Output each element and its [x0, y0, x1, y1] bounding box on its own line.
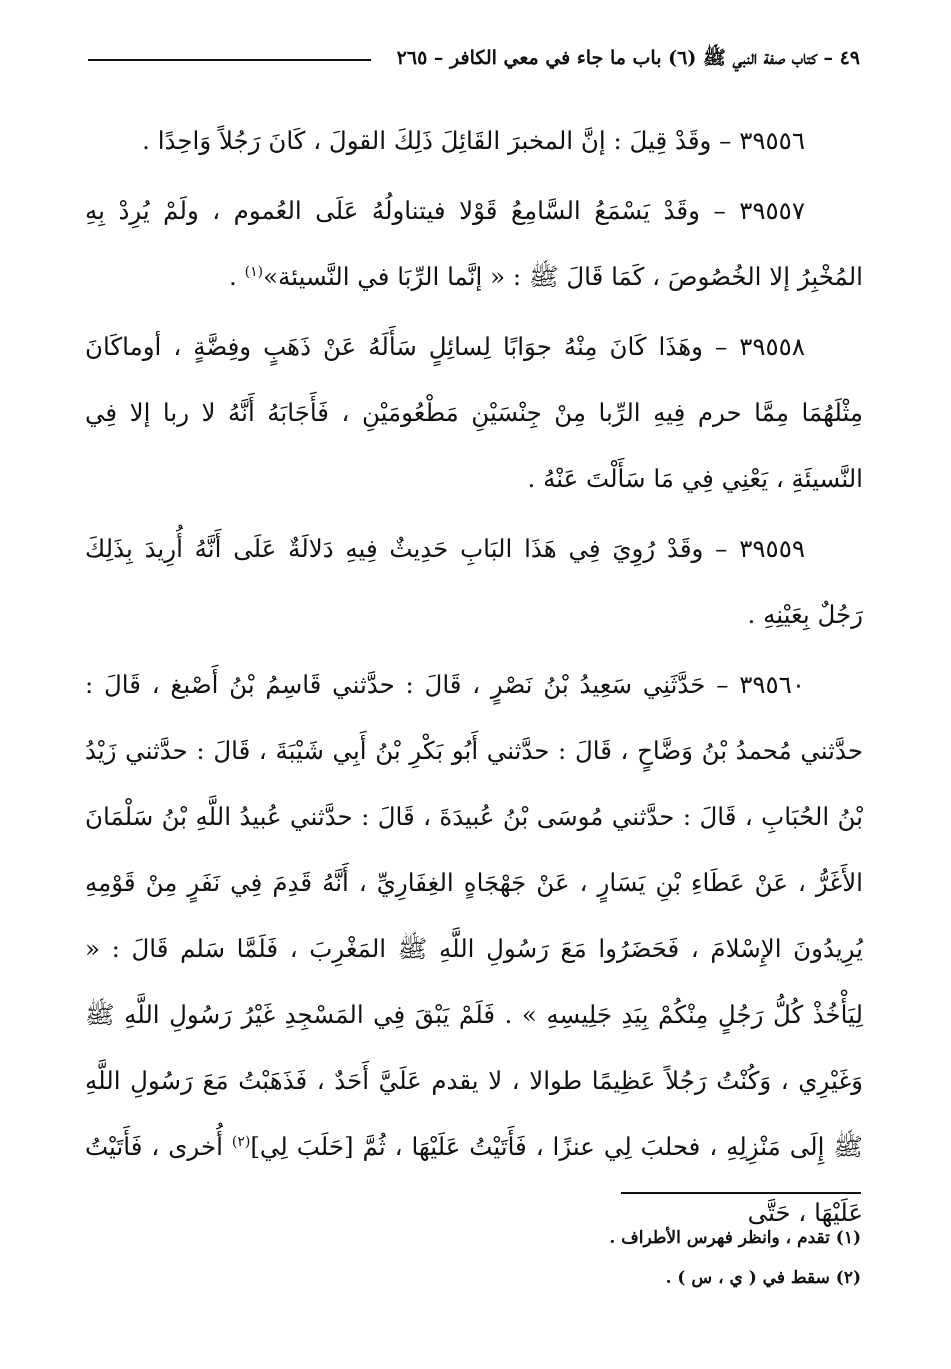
- paragraph-text: – حَدَّثَنِي سَعِيدُ بْنُ نَصْرٍ ، قَالَ : حدَّثني قَاسِمُ بْنُ أَصْبغ ، قَالَ : حدَّثني مُحمدُ بْنُ وَضَّاحٍ ، قَالَ : حدَّثني أَبُو بَكْرِ بْنُ أَبِي شَيْبَةَ ، قَالَ : حدَّثني زَيْدُ بْنُ الحُبَابِ ، قَالَ : حدَّثني مُوسَى بْنُ عُبيدَةَ ، قَالَ : حدَّثني عُبيدُ اللَّهِ بْنُ سَلْمَانَ الأَغَرُّ ، عَنْ عَطَاءِ بْنِ يَسَارٍ ، عَنْ جَهْجَاهٍ الغِفَارِيِّ ، أَنَّهُ قَدِمَ فِي نَفَرٍ مِنْ قَوْمِهِ يُرِيدُونَ الإِسْلامَ ، فَحَضَرُوا مَعَ رَسُولِ اللَّهِ ﷺ المَغْرِبَ ، فَلَمَّا سَلم قَالَ : « لِيَأْخُذْ كُلُّ رَجُلٍ مِنْكُمْ بِيَدِ جَلِيسِهِ » . فَلَمْ يَبْقَ فِي المَسْجِدِ غَيْرُ رَسُولِ اللَّهِ ﷺ وَغَيْرِي ، وَكُنْتُ رَجُلاً عَظِيمًا طوالا ، لا يقدم عَلَيَّ أَحَدٌ ، فَذَهَبْتُ مَعَ رَسُولِ اللَّهِ ﷺ إِلَى مَنْزِلِهِ ، فحلبَ لِي عنزًا ، فَأَتَيْتُ عَلَيْهَا ، ثُمَّ [حَلَبَ لِي]: [85, 670, 863, 1161]
- paragraph-tail: .: [229, 262, 245, 291]
- paragraph-number: ٣٩٥٥٨: [739, 332, 805, 361]
- running-title: ٤٩ – كتاب صفة النبي ﷺ (٦) باب ما جاء في معي الكافر – ٢٦٥: [396, 47, 860, 69]
- footnote-2: (٢) سقط في ( ي ، س ) .: [665, 1268, 861, 1288]
- footnote-1: (١) تقدم ، وانظر فهرس الأطراف .: [609, 1228, 861, 1248]
- paragraph-text: – وقَدْ قِيلَ : إنَّ المخبرَ القَائِلَ ذَلِكَ القولَ ، كَانَ رَجُلاً وَاحِدًا .: [142, 126, 732, 155]
- footnote-marker[interactable]: (٢): [231, 1133, 251, 1150]
- paragraph-39557: [85, 178, 863, 310]
- paragraph-39559: [85, 516, 863, 648]
- running-header: [88, 40, 860, 80]
- paragraph-text: – وهَذَا كَانَ مِنْهُ جوَابًا لِسائِلٍ سَأَلَهُ عَنْ ذَهَبٍ وفِضَّةٍ ، أوماكَانَ مِثْلَهُمَا مِمَّا حرم فِيهِ الرِّبا مِنْ جِنْسَيْنِ مَطْعُومَيْنِ ، فَأَجَابَهُ أَنَّهُ لا ربا إلا فِي النَّسيئَةِ ، يَعْنِي فِي مَا سَأَلْتَ عَنْهُ .: [85, 332, 863, 493]
- paragraph-number: ٣٩٥٥٩: [739, 534, 806, 563]
- paragraph-39560: [85, 652, 863, 1246]
- paragraph-39556: [85, 108, 863, 174]
- paragraph-number: ٣٩٥٥٧: [739, 196, 805, 225]
- footnote-marker[interactable]: (١): [244, 263, 264, 280]
- paragraph-number: ٣٩٥٦٠: [739, 670, 805, 699]
- paragraph-39558: [85, 314, 863, 512]
- paragraph-number: ٣٩٥٥٦: [739, 126, 805, 155]
- header-rule: [88, 59, 371, 61]
- paragraph-text: – وقَدْ رُوِيَ فِي هَذَا البَابِ حَدِيثٌ فِيهِ دَلالَةٌ عَلَى أَنَّهُ أُرِيدَ بِذَلِكَ رَجُلٌ بِعَيْنِهِ .: [85, 534, 863, 629]
- paragraph-tail: أُخرى ، فَأَتَيْتُ عَلَيْهَا ، حَتَّى: [85, 1132, 863, 1227]
- footnote-rule: [621, 1192, 861, 1194]
- main-text: [85, 108, 863, 1246]
- paragraph-text: – وقَدْ يَسْمَعُ السَّامِعُ قَوْلا فيتناولُهُ عَلَى العُموم ، ولَمْ يُرِدْ بِهِ المُخْبِرُ إلا الخُصُوصَ ، كَمَا قَالَ ﷺ : « إنَّما الرِّبَا في النَّسيئة»: [85, 196, 863, 291]
- footnotes: [161, 1218, 861, 1298]
